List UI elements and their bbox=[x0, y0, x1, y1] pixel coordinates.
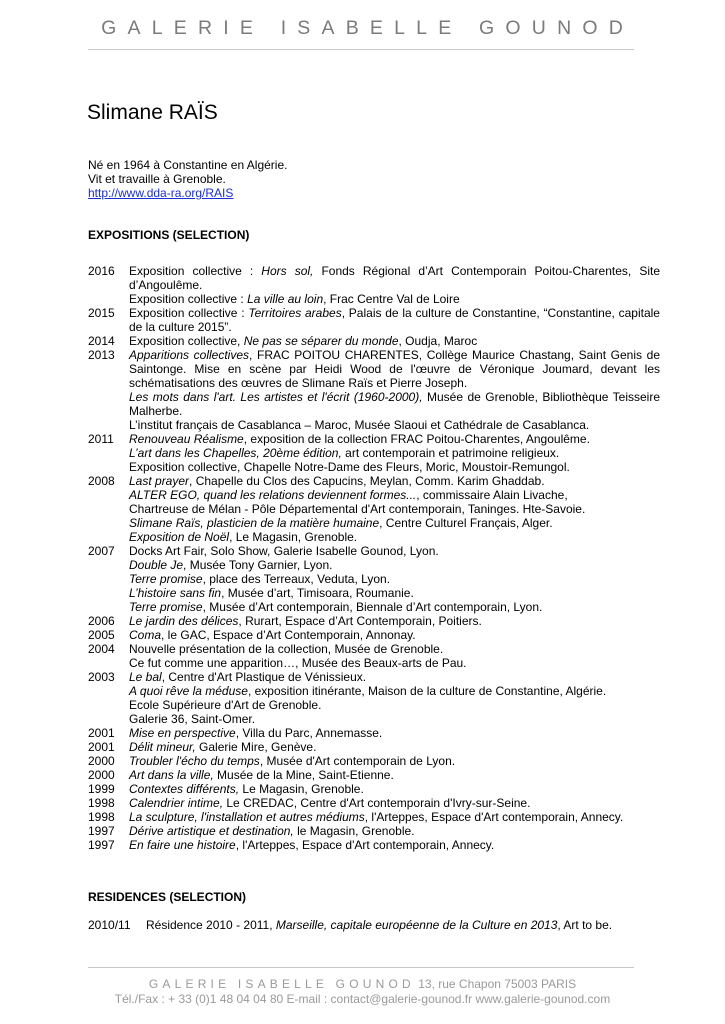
exhibition-year: 2004 bbox=[88, 642, 115, 656]
exhibition-text: , l'Arteppes, Espace d'Art contemporain, Annecy. bbox=[364, 810, 624, 824]
exhibition-entry bbox=[88, 768, 660, 782]
exhibition-entry bbox=[88, 264, 660, 306]
exhibition-description bbox=[129, 796, 660, 810]
exhibition-title: Délit mineur, bbox=[129, 740, 196, 754]
exhibition-text: , Frac Centre Val de Loire bbox=[323, 292, 460, 306]
exhibition-entry bbox=[88, 544, 660, 614]
exhibition-title: Art dans la ville, bbox=[129, 768, 214, 782]
exhibition-entry bbox=[88, 740, 660, 754]
exhibition-text: Musée de Grenoble, Bibliothèque Teisseire Malherbe. bbox=[129, 390, 661, 418]
exhibition-line bbox=[129, 264, 660, 292]
exhibition-title: La sculpture, l'installation et autres médiums bbox=[129, 810, 365, 824]
exhibition-entry bbox=[88, 628, 660, 642]
exhibition-description bbox=[129, 642, 660, 670]
exhibitions-list bbox=[88, 264, 660, 852]
exhibition-description bbox=[129, 614, 660, 628]
exhibition-title: Coma bbox=[129, 628, 162, 642]
exhibition-text: Galerie 36, Saint-Omer. bbox=[129, 712, 256, 726]
exhibition-year: 2016 bbox=[88, 264, 115, 278]
exhibition-line bbox=[129, 348, 660, 390]
exhibition-description bbox=[129, 348, 660, 432]
exhibition-year: 2014 bbox=[88, 334, 115, 348]
exhibition-title: Le jardin des délices bbox=[129, 614, 239, 628]
exhibition-text: , Musée Tony Garnier, Lyon. bbox=[183, 558, 333, 572]
exhibition-text: , commissaire Alain Livache, bbox=[416, 488, 568, 502]
exhibition-title: Double Je bbox=[129, 558, 184, 572]
exhibition-title: Last prayer bbox=[129, 474, 190, 488]
exhibition-text: Exposition collective : bbox=[129, 292, 248, 306]
exhibition-year: 2006 bbox=[88, 614, 115, 628]
exhibition-text: Exposition collective : bbox=[129, 306, 249, 320]
exhibition-line bbox=[129, 446, 660, 460]
exhibition-title: Dérive artistique et destination, bbox=[129, 824, 294, 838]
exhibition-text: Chartreuse de Mélan - Pôle Départemental d'Art contemporain, Taninges. Hte-Savoie. bbox=[129, 502, 586, 516]
exhibition-text: Exposition collective : bbox=[129, 264, 262, 278]
exhibition-line bbox=[129, 726, 660, 740]
exhibition-entry bbox=[88, 670, 660, 726]
exhibition-text: , Rurart, Espace d’Art Contemporain, Poitiers. bbox=[238, 614, 482, 628]
exhibition-description bbox=[129, 754, 660, 768]
exhibition-year: 2011 bbox=[88, 432, 114, 446]
exhibition-text: , Musée d'Art contemporain de Lyon. bbox=[259, 754, 456, 768]
exhibition-entry bbox=[88, 306, 660, 334]
exhibition-line bbox=[129, 530, 660, 544]
exhibition-title: A quoi rêve la méduse bbox=[129, 684, 248, 698]
exhibition-line bbox=[129, 586, 660, 600]
exhibition-line bbox=[129, 782, 660, 796]
header-divider bbox=[88, 49, 634, 50]
residence-entry bbox=[88, 918, 660, 932]
exhibition-year: 2005 bbox=[88, 628, 115, 642]
exhibition-text: Exposition collective, Chapelle Notre-Dame des Fleurs, Moric, Moustoir-Remungol. bbox=[129, 460, 570, 474]
residence-text-start: Résidence 2010 - 2011, bbox=[146, 918, 276, 932]
exhibition-text: le Magasin, Grenoble. bbox=[293, 824, 415, 838]
exhibition-text: , Musée d’art, Timisoara, Roumanie. bbox=[221, 586, 414, 600]
exhibition-description bbox=[129, 670, 660, 726]
exhibition-text: , Le Magasin, Grenoble. bbox=[229, 530, 358, 544]
exhibition-title: Calendrier intime, bbox=[129, 796, 224, 810]
exhibition-text: , Musée d’Art contemporain, Biennale d’Art contemporain, Lyon. bbox=[202, 600, 543, 614]
exhibition-title: Terre promise bbox=[129, 572, 203, 586]
exhibition-year: 2008 bbox=[88, 474, 115, 488]
residence-text bbox=[146, 918, 612, 932]
exhibition-title: Ne pas se séparer du monde bbox=[243, 334, 399, 348]
exhibition-entry bbox=[88, 810, 660, 824]
exhibition-entry bbox=[88, 754, 660, 768]
exhibition-line bbox=[129, 670, 660, 684]
exhibition-line bbox=[129, 558, 660, 572]
exhibition-entry bbox=[88, 432, 660, 474]
gallery-header: GALERIE ISABELLE GOUNOD bbox=[101, 17, 634, 39]
footer-divider bbox=[88, 967, 634, 968]
exhibition-text: Ce fut comme une apparition…, Musée des Beaux-arts de Pau. bbox=[129, 656, 467, 670]
exhibition-title: ALTER EGO, quand les relations deviennent formes... bbox=[129, 488, 417, 502]
exhibition-line bbox=[129, 432, 660, 446]
exhibition-line bbox=[129, 754, 660, 768]
exhibition-entry bbox=[88, 642, 660, 670]
exhibition-description bbox=[129, 824, 660, 838]
exhibition-line bbox=[129, 544, 660, 558]
exhibition-text: , FRAC POITOU CHARENTES, Collège Maurice Chastang, Saint Genis de Saintonge. Mise en scène par Heidi Wood de l'œuvre de Véronique Joumard, devant les schématisations des œuvres de Slimane Raïs et Pierre Joseph. bbox=[129, 348, 660, 390]
exhibitions-title: EXPOSITIONS (SELECTION) bbox=[88, 228, 250, 242]
exhibition-text: , le GAC, Espace d’Art Contemporain, Annonay. bbox=[161, 628, 416, 642]
exhibition-text: Galerie Mire, Genève. bbox=[195, 740, 317, 754]
exhibition-entry bbox=[88, 824, 660, 838]
exhibition-year: 2003 bbox=[88, 670, 115, 684]
exhibition-line bbox=[129, 628, 660, 642]
exhibition-description bbox=[129, 432, 660, 474]
exhibition-text: Exposition collective, bbox=[129, 334, 244, 348]
exhibition-title: L’histoire sans fin bbox=[129, 586, 222, 600]
exhibition-line bbox=[129, 698, 660, 712]
exhibition-title: Apparitions collectives bbox=[129, 348, 250, 362]
exhibition-title: Territoires arabes bbox=[248, 306, 342, 320]
exhibition-text: , Palais de la culture de Constantine, “Constantine, capitale de la culture 2015”. bbox=[129, 306, 660, 334]
exhibition-line bbox=[129, 614, 660, 628]
exhibition-title: Slimane Raïs, plasticien de la matière humaine bbox=[129, 516, 380, 530]
exhibition-description bbox=[129, 334, 660, 348]
artist-website[interactable] bbox=[88, 186, 233, 200]
exhibition-line bbox=[129, 810, 660, 824]
exhibition-description bbox=[129, 628, 660, 642]
exhibition-description bbox=[129, 264, 660, 306]
artist-name: Slimane RAÏS bbox=[87, 101, 218, 124]
artist-lives: Vit et travaille à Grenoble. bbox=[88, 172, 226, 186]
exhibition-line bbox=[129, 600, 660, 614]
exhibition-text: , l'Arteppes, Espace d'Art contemporain, Annecy. bbox=[235, 838, 495, 852]
exhibition-entry bbox=[88, 726, 660, 740]
exhibition-description bbox=[129, 544, 660, 614]
exhibition-line bbox=[129, 656, 660, 670]
exhibition-text: , exposition de la collection FRAC Poitou-Charentes, Angoulême. bbox=[243, 432, 590, 446]
exhibition-line bbox=[129, 418, 660, 432]
exhibition-description bbox=[129, 768, 660, 782]
exhibition-line bbox=[129, 488, 660, 502]
exhibition-text: , Centre Culturel Français, Alger. bbox=[379, 516, 553, 530]
exhibition-year: 2000 bbox=[88, 768, 115, 782]
exhibition-title: Exposition de Noël bbox=[129, 530, 230, 544]
exhibition-line bbox=[129, 502, 660, 516]
exhibition-entry bbox=[88, 348, 660, 432]
exhibition-year: 1998 bbox=[88, 796, 115, 810]
exhibition-description bbox=[129, 838, 660, 852]
exhibition-line bbox=[129, 684, 660, 698]
exhibition-entry bbox=[88, 796, 660, 810]
exhibition-line bbox=[129, 642, 660, 656]
exhibition-text: art contemporain et patrimoine religieux. bbox=[341, 446, 560, 460]
residence-text-end: , Art to be. bbox=[557, 918, 613, 932]
exhibition-year: 1998 bbox=[88, 810, 115, 824]
exhibition-text: , place des Terreaux, Veduta, Lyon. bbox=[202, 572, 391, 586]
exhibition-entry bbox=[88, 334, 660, 348]
exhibition-title: Mise en perspective bbox=[129, 726, 236, 740]
exhibition-line bbox=[129, 824, 660, 838]
exhibition-title: Les mots dans l'art. Les artistes et l'écrit (1960-2000), bbox=[129, 390, 423, 404]
exhibition-line bbox=[129, 740, 660, 754]
footer-brand: GALERIE ISABELLE GOUNOD bbox=[148, 977, 415, 991]
exhibition-description bbox=[129, 810, 660, 824]
exhibition-title: L’art dans les Chapelles, 20ème édition, bbox=[129, 446, 342, 460]
exhibition-title: Terre promise bbox=[129, 600, 203, 614]
exhibition-text: Nouvelle présentation de la collection, Musée de Grenoble. bbox=[129, 642, 444, 656]
exhibition-text: , Centre d'Art Plastique de Vénissieux. bbox=[161, 670, 367, 684]
exhibition-text: , exposition itinérante, Maison de la culture de Constantine, Algérie. bbox=[247, 684, 607, 698]
exhibition-line bbox=[129, 474, 660, 488]
residences-title: RESIDENCES (SELECTION) bbox=[88, 890, 247, 904]
exhibition-year: 2007 bbox=[88, 544, 115, 558]
exhibition-text: L’institut français de Casablanca – Maroc, Musée Slaoui et Cathédrale de Casablanca. bbox=[129, 418, 590, 432]
exhibition-line bbox=[129, 712, 660, 726]
footer-contact: Tél./Fax : + 33 (0)1 48 04 04 80 E-mail : contact@galerie-gounod.fr www.galerie-gounod.com bbox=[114, 992, 611, 1006]
exhibition-year: 2001 bbox=[88, 740, 115, 754]
exhibition-entry bbox=[88, 838, 660, 852]
exhibition-title: Hors sol, bbox=[261, 264, 314, 278]
exhibition-title: En faire une histoire bbox=[129, 838, 236, 852]
exhibition-title: La ville au loin bbox=[247, 292, 324, 306]
exhibition-line bbox=[129, 516, 660, 530]
exhibition-year: 1999 bbox=[88, 782, 115, 796]
artist-website-link[interactable]: http://www.dda-ra.org/RAIS bbox=[88, 186, 234, 200]
exhibition-year: 1997 bbox=[88, 824, 115, 838]
exhibition-description bbox=[129, 726, 660, 740]
exhibition-year: 2000 bbox=[88, 754, 115, 768]
exhibition-text: Musée de la Mine, Saint-Etienne. bbox=[213, 768, 394, 782]
exhibition-title: Contextes différents, bbox=[129, 782, 240, 796]
exhibition-line bbox=[129, 334, 660, 348]
exhibition-year: 2001 bbox=[88, 726, 115, 740]
exhibition-line bbox=[129, 460, 660, 474]
exhibition-entry bbox=[88, 782, 660, 796]
exhibition-year: 2013 bbox=[88, 348, 115, 362]
exhibition-text: Fonds Régional d’Art Contemporain Poitou-Charentes, Site d’Angoulême. bbox=[129, 264, 660, 292]
footer-address: 13, rue Chapon 75003 PARIS bbox=[418, 977, 577, 991]
exhibition-year: 1997 bbox=[88, 838, 115, 852]
residence-year: 2010/11 bbox=[88, 918, 131, 932]
exhibition-line bbox=[129, 768, 660, 782]
exhibition-year: 2015 bbox=[88, 306, 115, 320]
exhibition-description bbox=[129, 474, 660, 544]
exhibition-line bbox=[129, 838, 660, 852]
exhibition-entry bbox=[88, 474, 660, 544]
exhibition-text: Docks Art Fair, Solo Show, Galerie Isabelle Gounod, Lyon. bbox=[129, 544, 439, 558]
exhibition-description bbox=[129, 306, 660, 334]
footer-line-1 bbox=[0, 977, 725, 991]
exhibition-line bbox=[129, 390, 660, 418]
exhibition-title: Le bal bbox=[129, 670, 162, 684]
exhibition-line bbox=[129, 796, 660, 810]
exhibition-title: Renouveau Réalisme bbox=[129, 432, 244, 446]
exhibition-line bbox=[129, 292, 660, 306]
exhibition-entry bbox=[88, 614, 660, 628]
exhibition-text: , Chapelle du Clos des Capucins, Meylan, Comm. Karim Ghaddab. bbox=[189, 474, 545, 488]
residence-title: Marseille, capitale européenne de la Culture en 2013 bbox=[275, 918, 558, 932]
exhibition-text: Le CREDAC, Centre d'Art contemporain d'Ivry-sur-Seine. bbox=[223, 796, 531, 810]
exhibition-description bbox=[129, 740, 660, 754]
exhibition-text: , Oudja, Maroc bbox=[398, 334, 478, 348]
exhibition-line bbox=[129, 306, 660, 334]
artist-born: Né en 1964 à Constantine en Algérie. bbox=[88, 158, 288, 172]
exhibition-title: Troubler l'écho du temps bbox=[129, 754, 260, 768]
exhibition-text: Le Magasin, Grenoble. bbox=[239, 782, 364, 796]
exhibition-text: Ecole Supérieure d'Art de Grenoble. bbox=[129, 698, 322, 712]
exhibition-description bbox=[129, 782, 660, 796]
exhibition-line bbox=[129, 572, 660, 586]
exhibition-text: , Villa du Parc, Annemasse. bbox=[235, 726, 383, 740]
